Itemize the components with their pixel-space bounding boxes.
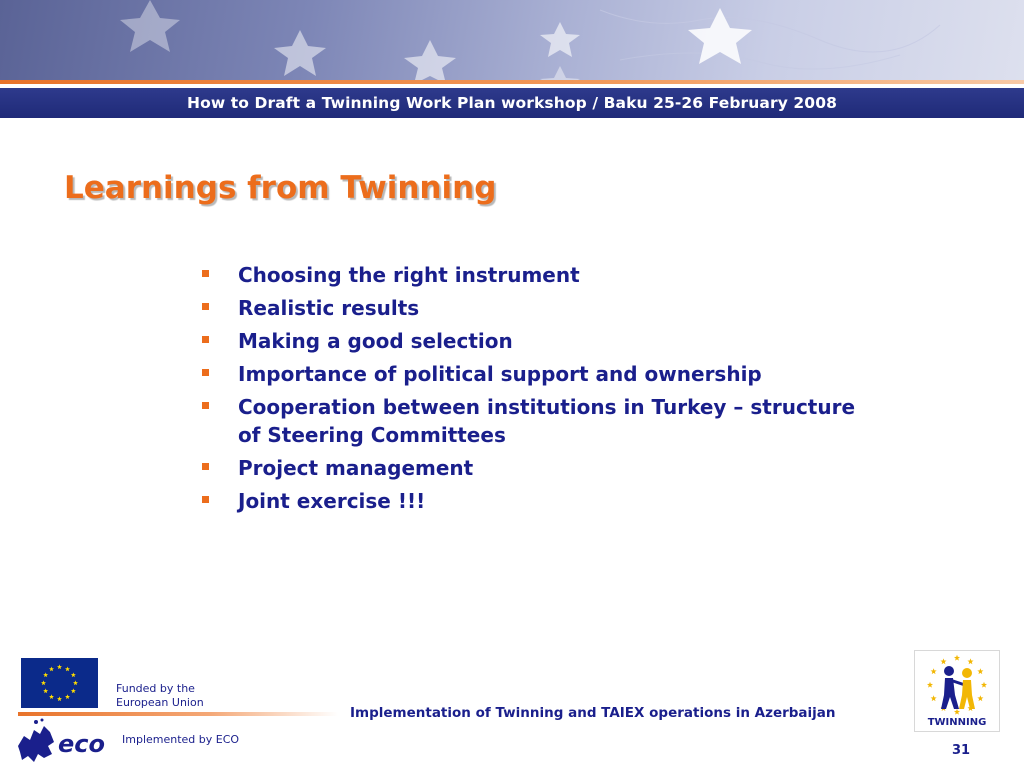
bullet-item [200,360,880,388]
header-banner [0,0,1024,84]
bullet-item [200,454,880,482]
twinning-logo-icon [914,650,1000,732]
banner-stars-graphic [0,0,1024,84]
bullet-item [200,261,880,289]
bullet-marker-icon [202,369,209,376]
header-title-bar [0,88,1024,118]
bullet-text: Realistic results [238,296,420,320]
bullet-marker-icon [202,463,209,470]
bullet-item [200,327,880,355]
bullet-text: Choosing the right instrument [238,263,580,287]
eu-flag-icon [21,658,98,708]
implementation-text: Implementation of Twinning and TAIEX operations in Azerbaijan [350,705,836,721]
bullet-marker-icon [202,336,209,343]
eco-logo-icon [14,716,114,768]
bullet-marker-icon [202,270,209,277]
funded-line-2: European Union [116,696,204,709]
implemented-by-text: Implemented by ECO [122,733,240,746]
bullet-text: Project management [238,456,474,480]
header-accent-line [0,80,1024,84]
bullet-marker-icon [202,496,209,503]
eco-logo-text: eco [58,730,105,758]
bullet-text: Making a good selection [238,329,513,353]
bullet-text: Importance of political support and ownership [238,362,762,386]
bullet-item [200,294,880,322]
bullet-item [200,487,880,515]
page-number: 31 [952,743,971,758]
funded-line-1: Funded by the [116,682,195,695]
bullet-marker-icon [202,303,209,310]
bullet-text: Joint exercise !!! [238,489,426,513]
bullet-list [200,261,880,520]
header-title: How to Draft a Twinning Work Plan workshop / Baku 25-26 February 2008 [187,94,837,112]
bullet-text: Cooperation between institutions in Turkey – structure of Steering Committees [238,395,856,447]
twinning-logo-text: TWINNING [927,717,987,728]
funded-by-text [116,682,204,710]
bullet-marker-icon [202,402,209,409]
slide-heading: Learnings from Twinning [64,170,497,206]
bullet-item [200,393,880,449]
